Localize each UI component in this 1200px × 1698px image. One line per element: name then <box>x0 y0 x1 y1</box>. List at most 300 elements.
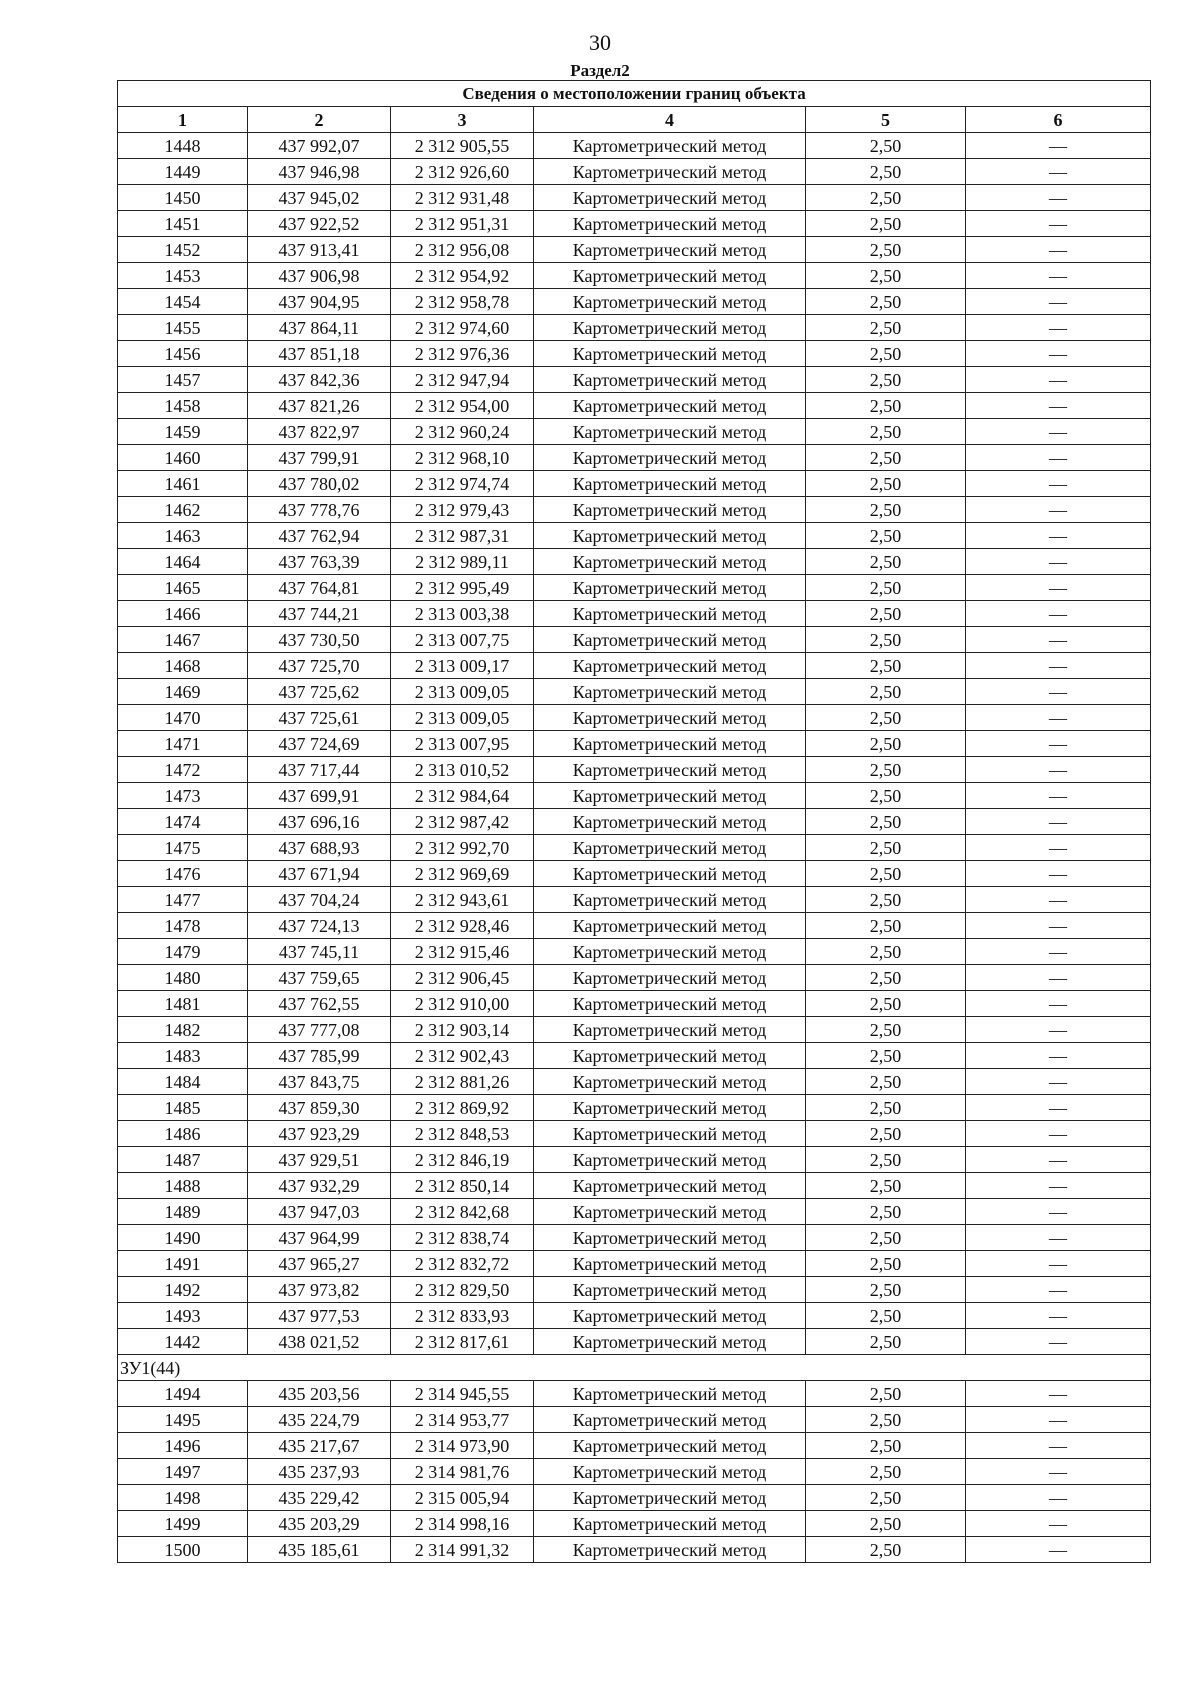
accuracy-cell: 2,50 <box>806 1303 966 1329</box>
table-row <box>118 1017 1151 1043</box>
description-cell: — <box>966 705 1151 731</box>
method-cell: Картометрический метод <box>534 601 806 627</box>
table-row <box>118 471 1151 497</box>
method-cell: Картометрический метод <box>534 133 806 159</box>
description-cell: — <box>966 679 1151 705</box>
method-cell: Картометрический метод <box>534 393 806 419</box>
method-cell: Картометрический метод <box>534 1043 806 1069</box>
method-cell: Картометрический метод <box>534 913 806 939</box>
y-coordinate-cell: 2 312 992,70 <box>391 835 534 861</box>
point-number-cell: 1476 <box>118 861 248 887</box>
point-number-cell: 1470 <box>118 705 248 731</box>
method-cell: Картометрический метод <box>534 627 806 653</box>
description-cell: — <box>966 185 1151 211</box>
description-cell: — <box>966 1173 1151 1199</box>
method-cell: Картометрический метод <box>534 1147 806 1173</box>
y-coordinate-cell: 2 312 976,36 <box>391 341 534 367</box>
y-coordinate-cell: 2 312 968,10 <box>391 445 534 471</box>
x-coordinate-cell: 437 904,95 <box>248 289 391 315</box>
y-coordinate-cell: 2 312 995,49 <box>391 575 534 601</box>
y-coordinate-cell: 2 312 979,43 <box>391 497 534 523</box>
description-cell: — <box>966 991 1151 1017</box>
method-cell: Картометрический метод <box>534 731 806 757</box>
accuracy-cell: 2,50 <box>806 1017 966 1043</box>
table-row <box>118 1459 1151 1485</box>
column-number: 3 <box>391 107 534 133</box>
method-cell: Картометрический метод <box>534 653 806 679</box>
table-row <box>118 575 1151 601</box>
y-coordinate-cell: 2 312 931,48 <box>391 185 534 211</box>
description-cell: — <box>966 861 1151 887</box>
point-number-cell: 1457 <box>118 367 248 393</box>
x-coordinate-cell: 437 759,65 <box>248 965 391 991</box>
description-cell: — <box>966 211 1151 237</box>
description-cell: — <box>966 653 1151 679</box>
point-number-cell: 1465 <box>118 575 248 601</box>
accuracy-cell: 2,50 <box>806 133 966 159</box>
method-cell: Картометрический метод <box>534 1381 806 1407</box>
y-coordinate-cell: 2 312 850,14 <box>391 1173 534 1199</box>
method-cell: Картометрический метод <box>534 185 806 211</box>
method-cell: Картометрический метод <box>534 1121 806 1147</box>
y-coordinate-cell: 2 313 007,95 <box>391 731 534 757</box>
description-cell: — <box>966 497 1151 523</box>
description-cell: — <box>966 1433 1151 1459</box>
accuracy-cell: 2,50 <box>806 1225 966 1251</box>
boundary-coordinates-table <box>117 80 1151 1563</box>
table-row <box>118 315 1151 341</box>
accuracy-cell: 2,50 <box>806 1043 966 1069</box>
x-coordinate-cell: 435 203,56 <box>248 1381 391 1407</box>
table-row <box>118 887 1151 913</box>
accuracy-cell: 2,50 <box>806 1433 966 1459</box>
accuracy-cell: 2,50 <box>806 1485 966 1511</box>
accuracy-cell: 2,50 <box>806 939 966 965</box>
method-cell: Картометрический метод <box>534 1095 806 1121</box>
table-row <box>118 809 1151 835</box>
point-number-cell: 1493 <box>118 1303 248 1329</box>
description-cell: — <box>966 159 1151 185</box>
description-cell: — <box>966 835 1151 861</box>
description-cell: — <box>966 1459 1151 1485</box>
accuracy-cell: 2,50 <box>806 211 966 237</box>
description-cell: — <box>966 1121 1151 1147</box>
method-cell: Картометрический метод <box>534 861 806 887</box>
accuracy-cell: 2,50 <box>806 783 966 809</box>
accuracy-cell: 2,50 <box>806 1095 966 1121</box>
description-cell: — <box>966 1407 1151 1433</box>
table-row <box>118 1277 1151 1303</box>
point-number-cell: 1462 <box>118 497 248 523</box>
x-coordinate-cell: 437 992,07 <box>248 133 391 159</box>
point-number-cell: 1448 <box>118 133 248 159</box>
section-title: Раздел2 <box>570 61 630 80</box>
description-cell: — <box>966 809 1151 835</box>
point-number-cell: 1490 <box>118 1225 248 1251</box>
x-coordinate-cell: 437 842,36 <box>248 367 391 393</box>
x-coordinate-cell: 437 744,21 <box>248 601 391 627</box>
x-coordinate-cell: 437 851,18 <box>248 341 391 367</box>
table-row <box>118 757 1151 783</box>
x-coordinate-cell: 437 724,69 <box>248 731 391 757</box>
y-coordinate-cell: 2 312 974,74 <box>391 471 534 497</box>
description-cell: — <box>966 471 1151 497</box>
accuracy-cell: 2,50 <box>806 835 966 861</box>
table-row <box>118 1303 1151 1329</box>
point-number-cell: 1497 <box>118 1459 248 1485</box>
point-number-cell: 1467 <box>118 627 248 653</box>
y-coordinate-cell: 2 312 989,11 <box>391 549 534 575</box>
accuracy-cell: 2,50 <box>806 393 966 419</box>
column-number: 5 <box>806 107 966 133</box>
accuracy-cell: 2,50 <box>806 1251 966 1277</box>
table-row <box>118 653 1151 679</box>
description-cell: — <box>966 133 1151 159</box>
point-number-cell: 1499 <box>118 1511 248 1537</box>
table-row <box>118 1121 1151 1147</box>
x-coordinate-cell: 437 688,93 <box>248 835 391 861</box>
y-coordinate-cell: 2 312 848,53 <box>391 1121 534 1147</box>
point-number-cell: 1460 <box>118 445 248 471</box>
description-cell: — <box>966 1069 1151 1095</box>
description-cell: — <box>966 913 1151 939</box>
x-coordinate-cell: 437 699,91 <box>248 783 391 809</box>
column-number: 2 <box>248 107 391 133</box>
method-cell: Картометрический метод <box>534 523 806 549</box>
table-row <box>118 1199 1151 1225</box>
table-row <box>118 731 1151 757</box>
method-cell: Картометрический метод <box>534 1407 806 1433</box>
accuracy-cell: 2,50 <box>806 1459 966 1485</box>
x-coordinate-cell: 437 725,62 <box>248 679 391 705</box>
y-coordinate-cell: 2 313 009,05 <box>391 705 534 731</box>
description-cell: — <box>966 965 1151 991</box>
point-number-cell: 1498 <box>118 1485 248 1511</box>
point-number-cell: 1486 <box>118 1121 248 1147</box>
x-coordinate-cell: 437 859,30 <box>248 1095 391 1121</box>
table-row <box>118 1407 1151 1433</box>
description-cell: — <box>966 445 1151 471</box>
table-row <box>118 133 1151 159</box>
table-row <box>118 185 1151 211</box>
y-coordinate-cell: 2 312 846,19 <box>391 1147 534 1173</box>
method-cell: Картометрический метод <box>534 679 806 705</box>
x-coordinate-cell: 437 964,99 <box>248 1225 391 1251</box>
description-cell: — <box>966 1199 1151 1225</box>
method-cell: Картометрический метод <box>534 965 806 991</box>
point-number-cell: 1492 <box>118 1277 248 1303</box>
y-coordinate-cell: 2 315 005,94 <box>391 1485 534 1511</box>
method-cell: Картометрический метод <box>534 575 806 601</box>
point-number-cell: 1474 <box>118 809 248 835</box>
y-coordinate-cell: 2 312 910,00 <box>391 991 534 1017</box>
table-row <box>118 1511 1151 1537</box>
y-coordinate-cell: 2 313 009,05 <box>391 679 534 705</box>
y-coordinate-cell: 2 312 915,46 <box>391 939 534 965</box>
y-coordinate-cell: 2 314 945,55 <box>391 1381 534 1407</box>
x-coordinate-cell: 437 906,98 <box>248 263 391 289</box>
method-cell: Картометрический метод <box>534 809 806 835</box>
description-cell: — <box>966 1485 1151 1511</box>
y-coordinate-cell: 2 313 003,38 <box>391 601 534 627</box>
accuracy-cell: 2,50 <box>806 341 966 367</box>
description-cell: — <box>966 1381 1151 1407</box>
x-coordinate-cell: 437 725,70 <box>248 653 391 679</box>
x-coordinate-cell: 437 965,27 <box>248 1251 391 1277</box>
point-number-cell: 1453 <box>118 263 248 289</box>
description-cell: — <box>966 1095 1151 1121</box>
x-coordinate-cell: 437 696,16 <box>248 809 391 835</box>
table-row <box>118 1251 1151 1277</box>
table-row <box>118 991 1151 1017</box>
method-cell: Картометрический метод <box>534 939 806 965</box>
x-coordinate-cell: 437 717,44 <box>248 757 391 783</box>
x-coordinate-cell: 437 973,82 <box>248 1277 391 1303</box>
description-cell: — <box>966 1511 1151 1537</box>
method-cell: Картометрический метод <box>534 1433 806 1459</box>
accuracy-cell: 2,50 <box>806 679 966 705</box>
column-number: 6 <box>966 107 1151 133</box>
x-coordinate-cell: 437 947,03 <box>248 1199 391 1225</box>
y-coordinate-cell: 2 312 954,00 <box>391 393 534 419</box>
x-coordinate-cell: 437 821,26 <box>248 393 391 419</box>
table-row <box>118 367 1151 393</box>
x-coordinate-cell: 437 932,29 <box>248 1173 391 1199</box>
table-row <box>118 965 1151 991</box>
accuracy-cell: 2,50 <box>806 445 966 471</box>
table-row <box>118 341 1151 367</box>
y-coordinate-cell: 2 312 838,74 <box>391 1225 534 1251</box>
method-cell: Картометрический метод <box>534 549 806 575</box>
description-cell: — <box>966 887 1151 913</box>
method-cell: Картометрический метод <box>534 1277 806 1303</box>
method-cell: Картометрический метод <box>534 471 806 497</box>
table-row <box>118 835 1151 861</box>
y-coordinate-cell: 2 312 943,61 <box>391 887 534 913</box>
method-cell: Картометрический метод <box>534 1069 806 1095</box>
y-coordinate-cell: 2 312 928,46 <box>391 913 534 939</box>
point-number-cell: 1477 <box>118 887 248 913</box>
point-number-cell: 1495 <box>118 1407 248 1433</box>
table-row <box>118 1329 1151 1355</box>
group-header-row <box>118 1355 1151 1381</box>
method-cell: Картометрический метод <box>534 1303 806 1329</box>
point-number-cell: 1451 <box>118 211 248 237</box>
table-row <box>118 861 1151 887</box>
point-number-cell: 1442 <box>118 1329 248 1355</box>
point-number-cell: 1496 <box>118 1433 248 1459</box>
table-row <box>118 1433 1151 1459</box>
y-coordinate-cell: 2 312 833,93 <box>391 1303 534 1329</box>
description-cell: — <box>966 1225 1151 1251</box>
table-row <box>118 497 1151 523</box>
method-cell: Картометрический метод <box>534 341 806 367</box>
accuracy-cell: 2,50 <box>806 1381 966 1407</box>
method-cell: Картометрический метод <box>534 757 806 783</box>
y-coordinate-cell: 2 312 881,26 <box>391 1069 534 1095</box>
point-number-cell: 1478 <box>118 913 248 939</box>
table-row <box>118 679 1151 705</box>
x-coordinate-cell: 437 929,51 <box>248 1147 391 1173</box>
x-coordinate-cell: 437 780,02 <box>248 471 391 497</box>
method-cell: Картометрический метод <box>534 263 806 289</box>
x-coordinate-cell: 437 977,53 <box>248 1303 391 1329</box>
y-coordinate-cell: 2 312 829,50 <box>391 1277 534 1303</box>
accuracy-cell: 2,50 <box>806 549 966 575</box>
y-coordinate-cell: 2 313 010,52 <box>391 757 534 783</box>
x-coordinate-cell: 437 822,97 <box>248 419 391 445</box>
point-number-cell: 1483 <box>118 1043 248 1069</box>
y-coordinate-cell: 2 312 947,94 <box>391 367 534 393</box>
point-number-cell: 1480 <box>118 965 248 991</box>
point-number-cell: 1471 <box>118 731 248 757</box>
x-coordinate-cell: 437 799,91 <box>248 445 391 471</box>
table-row <box>118 1173 1151 1199</box>
table-row <box>118 549 1151 575</box>
y-coordinate-cell: 2 312 974,60 <box>391 315 534 341</box>
accuracy-cell: 2,50 <box>806 1277 966 1303</box>
description-cell: — <box>966 783 1151 809</box>
point-number-cell: 1482 <box>118 1017 248 1043</box>
point-number-cell: 1488 <box>118 1173 248 1199</box>
method-cell: Картометрический метод <box>534 1485 806 1511</box>
column-number-row <box>118 107 1151 133</box>
y-coordinate-cell: 2 314 991,32 <box>391 1537 534 1563</box>
table-row <box>118 1043 1151 1069</box>
accuracy-cell: 2,50 <box>806 367 966 393</box>
table-row <box>118 913 1151 939</box>
accuracy-cell: 2,50 <box>806 1173 966 1199</box>
accuracy-cell: 2,50 <box>806 913 966 939</box>
point-number-cell: 1469 <box>118 679 248 705</box>
description-cell: — <box>966 627 1151 653</box>
method-cell: Картометрический метод <box>534 289 806 315</box>
table-title: Сведения о местоположении границ объекта <box>118 81 1151 107</box>
column-number: 4 <box>534 107 806 133</box>
method-cell: Картометрический метод <box>534 419 806 445</box>
description-cell: — <box>966 419 1151 445</box>
accuracy-cell: 2,50 <box>806 1147 966 1173</box>
method-cell: Картометрический метод <box>534 1017 806 1043</box>
point-number-cell: 1484 <box>118 1069 248 1095</box>
accuracy-cell: 2,50 <box>806 757 966 783</box>
accuracy-cell: 2,50 <box>806 419 966 445</box>
table-row <box>118 419 1151 445</box>
column-number: 1 <box>118 107 248 133</box>
accuracy-cell: 2,50 <box>806 575 966 601</box>
point-number-cell: 1489 <box>118 1199 248 1225</box>
x-coordinate-cell: 437 946,98 <box>248 159 391 185</box>
y-coordinate-cell: 2 312 869,92 <box>391 1095 534 1121</box>
x-coordinate-cell: 438 021,52 <box>248 1329 391 1355</box>
point-number-cell: 1452 <box>118 237 248 263</box>
point-number-cell: 1449 <box>118 159 248 185</box>
y-coordinate-cell: 2 314 998,16 <box>391 1511 534 1537</box>
table-row <box>118 627 1151 653</box>
y-coordinate-cell: 2 312 958,78 <box>391 289 534 315</box>
description-cell: — <box>966 1147 1151 1173</box>
point-number-cell: 1450 <box>118 185 248 211</box>
accuracy-cell: 2,50 <box>806 289 966 315</box>
y-coordinate-cell: 2 312 926,60 <box>391 159 534 185</box>
description-cell: — <box>966 1043 1151 1069</box>
x-coordinate-cell: 437 730,50 <box>248 627 391 653</box>
x-coordinate-cell: 435 185,61 <box>248 1537 391 1563</box>
table-row <box>118 601 1151 627</box>
y-coordinate-cell: 2 312 817,61 <box>391 1329 534 1355</box>
x-coordinate-cell: 437 923,29 <box>248 1121 391 1147</box>
method-cell: Картометрический метод <box>534 887 806 913</box>
description-cell: — <box>966 1329 1151 1355</box>
y-coordinate-cell: 2 312 905,55 <box>391 133 534 159</box>
method-cell: Картометрический метод <box>534 211 806 237</box>
accuracy-cell: 2,50 <box>806 523 966 549</box>
table-row <box>118 237 1151 263</box>
table-row <box>118 1069 1151 1095</box>
point-number-cell: 1464 <box>118 549 248 575</box>
accuracy-cell: 2,50 <box>806 1199 966 1225</box>
accuracy-cell: 2,50 <box>806 627 966 653</box>
accuracy-cell: 2,50 <box>806 731 966 757</box>
y-coordinate-cell: 2 312 969,69 <box>391 861 534 887</box>
accuracy-cell: 2,50 <box>806 315 966 341</box>
x-coordinate-cell: 437 763,39 <box>248 549 391 575</box>
accuracy-cell: 2,50 <box>806 1511 966 1537</box>
accuracy-cell: 2,50 <box>806 1069 966 1095</box>
point-number-cell: 1468 <box>118 653 248 679</box>
method-cell: Картометрический метод <box>534 315 806 341</box>
description-cell: — <box>966 757 1151 783</box>
x-coordinate-cell: 435 217,67 <box>248 1433 391 1459</box>
method-cell: Картометрический метод <box>534 1251 806 1277</box>
description-cell: — <box>966 393 1151 419</box>
point-number-cell: 1479 <box>118 939 248 965</box>
x-coordinate-cell: 437 913,41 <box>248 237 391 263</box>
table-row <box>118 939 1151 965</box>
x-coordinate-cell: 437 762,55 <box>248 991 391 1017</box>
description-cell: — <box>966 341 1151 367</box>
description-cell: — <box>966 1277 1151 1303</box>
x-coordinate-cell: 435 229,42 <box>248 1485 391 1511</box>
x-coordinate-cell: 435 224,79 <box>248 1407 391 1433</box>
x-coordinate-cell: 437 777,08 <box>248 1017 391 1043</box>
point-number-cell: 1473 <box>118 783 248 809</box>
accuracy-cell: 2,50 <box>806 1407 966 1433</box>
x-coordinate-cell: 435 203,29 <box>248 1511 391 1537</box>
table-row <box>118 523 1151 549</box>
method-cell: Картометрический метод <box>534 991 806 1017</box>
point-number-cell: 1463 <box>118 523 248 549</box>
description-cell: — <box>966 939 1151 965</box>
point-number-cell: 1454 <box>118 289 248 315</box>
point-number-cell: 1485 <box>118 1095 248 1121</box>
description-cell: — <box>966 1251 1151 1277</box>
point-number-cell: 1487 <box>118 1147 248 1173</box>
accuracy-cell: 2,50 <box>806 601 966 627</box>
x-coordinate-cell: 437 704,24 <box>248 887 391 913</box>
accuracy-cell: 2,50 <box>806 965 966 991</box>
accuracy-cell: 2,50 <box>806 1121 966 1147</box>
method-cell: Картометрический метод <box>534 497 806 523</box>
table-row <box>118 1225 1151 1251</box>
description-cell: — <box>966 263 1151 289</box>
point-number-cell: 1481 <box>118 991 248 1017</box>
method-cell: Картометрический метод <box>534 705 806 731</box>
description-cell: — <box>966 315 1151 341</box>
point-number-cell: 1459 <box>118 419 248 445</box>
point-number-cell: 1458 <box>118 393 248 419</box>
table-row <box>118 393 1151 419</box>
